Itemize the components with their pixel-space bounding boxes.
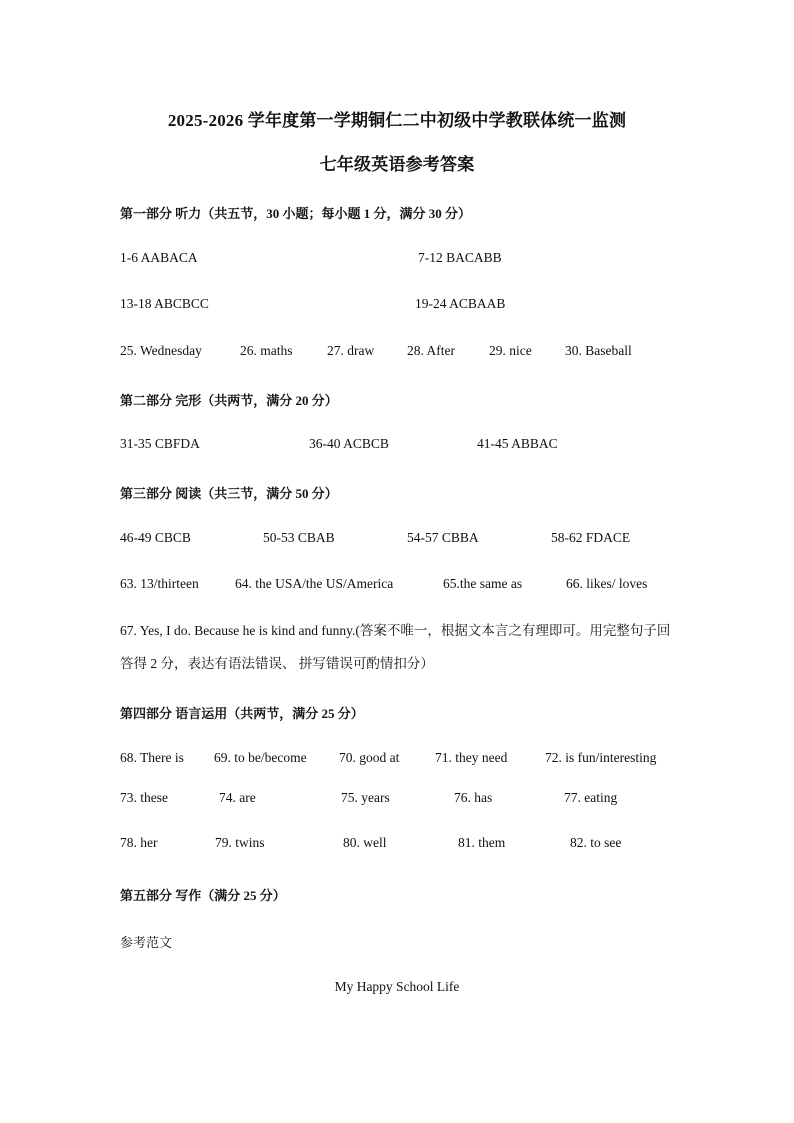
- part3-heading: 第三部分 阅读（共三节，满分 50 分）: [120, 486, 338, 501]
- part1-heading: 第一部分 听力（共五节，30 小题；每小题 1 分，满分 30 分）: [120, 206, 472, 221]
- part2-heading: 第二部分 完形（共两节，满分 20 分）: [120, 393, 338, 408]
- answer-item: 69. to be/become: [214, 750, 307, 765]
- answer-item: 31-35 CBFDA: [120, 436, 200, 451]
- answer-item: 50-53 CBAB: [263, 530, 335, 545]
- answer-item: 46-49 CBCB: [120, 530, 191, 545]
- answer-item: 66. likes/ loves: [566, 576, 648, 591]
- answer-item: 7-12 BACABB: [418, 250, 502, 265]
- answer-item: 70. good at: [339, 750, 400, 765]
- answer-item: 72. is fun/interesting: [545, 750, 657, 765]
- part5-heading: 第五部分 写作（满分 25 分）: [120, 888, 286, 903]
- answer-item: 74. are: [219, 790, 256, 805]
- answer-item: 65.the same as: [443, 576, 523, 591]
- answer-item: 27. draw: [327, 343, 375, 358]
- answer-item: 41-45 ABBAC: [477, 436, 558, 451]
- answer-item: 58-62 FDACE: [551, 530, 631, 545]
- answer-item: 82. to see: [570, 835, 622, 850]
- document-subtitle: 七年级英语参考答案: [319, 155, 475, 174]
- answer-item: 25. Wednesday: [120, 343, 202, 358]
- answer-67-paragraph: 67. Yes, I do. Because he is kind and funny.(答案不唯一，根据文本言之有理即可。用完整句子回答得 2 分，表达有语法错误、 拼写错误可酌情扣分）: [120, 623, 671, 671]
- answer-item: 19-24 ACBAAB: [415, 296, 506, 311]
- sample-essay-label: 参考范文: [120, 935, 173, 950]
- answer-item: 26. maths: [240, 343, 293, 358]
- answer-item: 68. There is: [120, 750, 184, 765]
- answer-item: 79. twins: [215, 835, 265, 850]
- answer-item: 63. 13/thirteen: [120, 576, 199, 591]
- answer-item: 29. nice: [489, 343, 532, 358]
- answer-item: 81. them: [458, 835, 506, 850]
- answer-item: 54-57 CBBA: [407, 530, 479, 545]
- answer-item: 77. eating: [564, 790, 618, 805]
- answer-item: 75. years: [341, 790, 390, 805]
- answer-item: 73. these: [120, 790, 168, 805]
- answer-item: 13-18 ABCBCC: [120, 296, 209, 311]
- document-title: 2025-2026 学年度第一学期铜仁二中初级中学教联体统一监测: [167, 111, 627, 130]
- answer-item: 28. After: [407, 343, 455, 358]
- answer-item: 36-40 ACBCB: [309, 436, 389, 451]
- answer-item: 30. Baseball: [565, 343, 632, 358]
- answer-item: 64. the USA/the US/America: [235, 576, 394, 591]
- answer-item: 1-6 AABACA: [120, 250, 198, 265]
- answer-item: 71. they need: [435, 750, 508, 765]
- answer-item: 80. well: [343, 835, 387, 850]
- essay-title: My Happy School Life: [334, 979, 460, 994]
- answer-item: 78. her: [120, 835, 158, 850]
- answer-item: 76. has: [454, 790, 493, 805]
- part4-heading: 第四部分 语言运用（共两节，满分 25 分）: [120, 706, 364, 721]
